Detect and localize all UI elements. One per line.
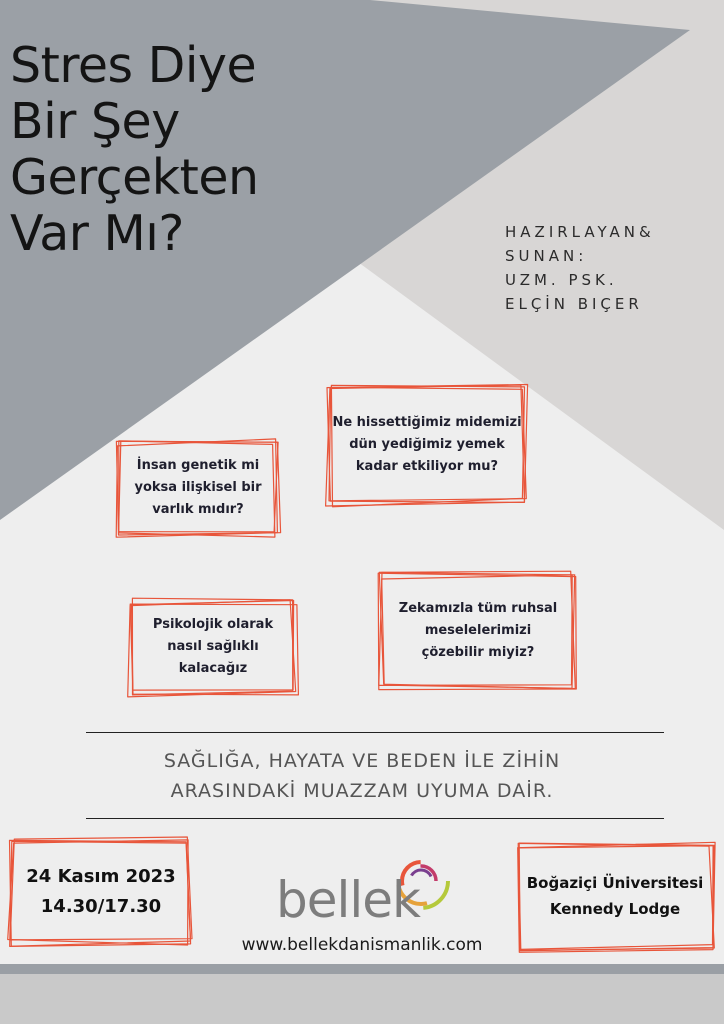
question-box <box>326 384 528 506</box>
event-time: 14.30/17.30 <box>40 896 162 917</box>
venue-line: Boğaziçi Üniversitesi <box>526 874 704 892</box>
tagline <box>0 746 724 806</box>
question-line: dün yediğimiz yemek <box>349 437 505 452</box>
poster-title <box>10 38 370 262</box>
question-line: Ne hissettiğimiz midemizi <box>332 415 522 430</box>
question-line: kalacağız <box>178 661 248 676</box>
title-line: Var Mı? <box>10 205 184 262</box>
question-box <box>378 572 578 690</box>
question-line: çözebilir miyiz? <box>421 645 535 660</box>
title-line: Stres Diye <box>10 37 257 94</box>
title-line: Gerçekten <box>10 149 259 206</box>
website-link[interactable]: www.bellekdanismanlik.com <box>241 935 483 955</box>
presenter-line: HAZIRLAYAN& <box>505 223 655 241</box>
presenter-info <box>505 220 655 316</box>
logo-wordmark: bellek <box>276 871 420 929</box>
divider-line <box>86 732 664 733</box>
question-line: yoksa ilişkisel bir <box>134 480 262 495</box>
question-line: nasıl sağlıklı <box>167 639 259 654</box>
question-line: Zekamızla tüm ruhsal <box>398 601 558 616</box>
question-line: varlık mıdır? <box>152 502 244 517</box>
tagline-line: ARASINDAKİ MUAZZAM UYUMA DAİR. <box>170 780 554 802</box>
question-line: kadar etkiliyor mu? <box>355 459 499 474</box>
presenter-line: SUNAN: <box>505 247 588 265</box>
title-line: Bir Şey <box>10 93 180 150</box>
question-line: İnsan genetik mi <box>136 458 260 473</box>
presenter-line: ELÇİN BIÇER <box>505 295 643 313</box>
question-box <box>116 438 280 538</box>
tagline-line: SAĞLIĞA, HAYATA VE BEDEN İLE ZİHİN <box>163 750 561 772</box>
question-line: meselelerimizi <box>424 623 532 638</box>
event-date: 24 Kasım 2023 <box>26 866 176 887</box>
footer-band-stripe <box>0 964 724 974</box>
venue-line: Kennedy Lodge <box>549 900 681 918</box>
question-line: Psikolojik olarak <box>152 617 274 632</box>
presenter-line: UZM. PSK. <box>505 271 618 289</box>
question-box <box>128 598 298 696</box>
divider-line <box>86 818 664 819</box>
date-box <box>8 838 194 946</box>
